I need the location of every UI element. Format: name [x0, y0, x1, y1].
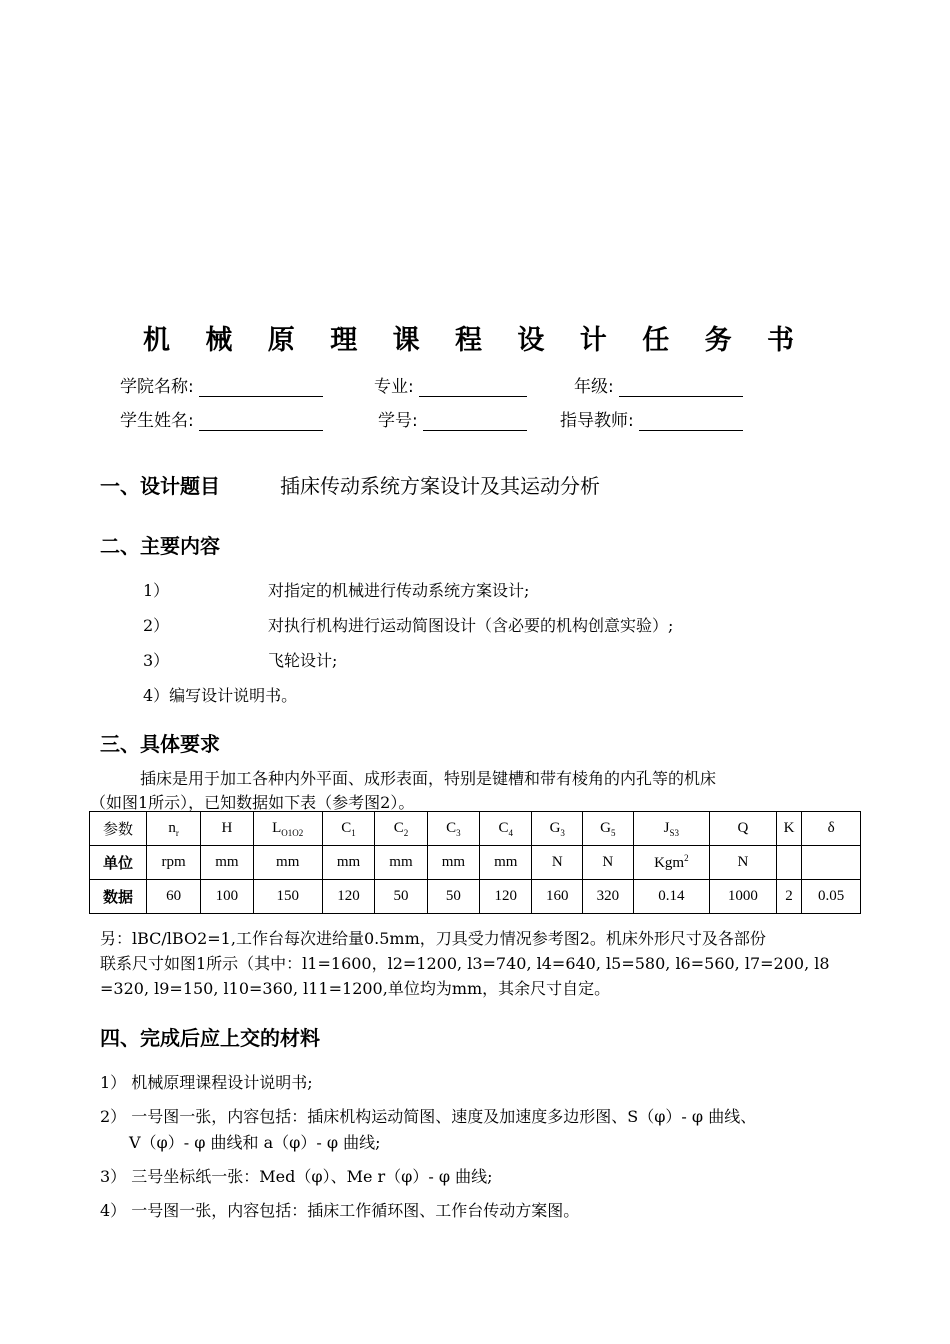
grade-label: 年级: [574, 377, 614, 397]
table-cell: $C_1$ [322, 812, 374, 846]
table-cell: $C_2$ [375, 812, 427, 846]
student-label: 学生姓名: [120, 411, 194, 431]
content-item: 对指定的机械进行传动系统方案设计; [268, 581, 530, 600]
table-cell: mm [201, 846, 253, 880]
table-cell: rpm [147, 846, 201, 880]
section3-heading: 三、具体要求 [100, 732, 220, 756]
note-line3: =320, l9=150, l10=360, l11=1200,单位均为mm，其余尺寸自定。 [100, 979, 611, 998]
table-cell: 参数 [90, 812, 147, 846]
table-cell: H [201, 812, 253, 846]
advisor-field [560, 406, 743, 431]
grade-field [574, 372, 743, 397]
major-label: 专业: [374, 377, 414, 397]
table-cell: 50 [375, 880, 427, 914]
deliverable-item: 2） 一号图一张，内容包括：插床机构运动简图、速度及加速度多边形图、S（φ）- φ 曲线、 [100, 1107, 757, 1126]
student-field [120, 406, 323, 431]
table-cell: $G_3$ [532, 812, 583, 846]
advisor-label: 指导教师: [560, 411, 634, 431]
table-cell: $n_r$ [147, 812, 201, 846]
table-cell: 160 [532, 880, 583, 914]
intro-paragraph-line2: （如图1所示），已知数据如下表（参考图2）。 [90, 793, 415, 812]
table-cell: $C_3$ [427, 812, 479, 846]
table-cell: Q [710, 812, 777, 846]
college-blank [199, 378, 323, 397]
table-cell: 120 [480, 880, 532, 914]
table-cell: K [776, 812, 801, 846]
table-cell: 0.05 [802, 880, 861, 914]
table-cell: 0.14 [633, 880, 709, 914]
table-row [90, 846, 861, 880]
grade-blank [619, 378, 743, 397]
content-item: 对执行机构进行运动简图设计（含必要的机构创意实验）; [268, 616, 674, 635]
content-item: 4）编写设计说明书。 [143, 686, 298, 705]
table-cell: 320 [583, 880, 634, 914]
table-cell: 单位 [90, 846, 147, 880]
table-cell: 2 [776, 880, 801, 914]
section4-heading: 四、完成后应上交的材料 [100, 1026, 320, 1050]
deliverable-item: 4） 一号图一张，内容包括：插床工作循环图、工作台传动方案图。 [100, 1201, 580, 1220]
major-field [374, 372, 527, 397]
table-cell: N [583, 846, 634, 880]
content-item-num: 1） [143, 581, 170, 600]
note-line2: 联系尺寸如图1所示（其中：l1=1600，l2=1200, l3=740, l4=640, l5=580, l6=560, l7=200, l8 [100, 954, 830, 973]
table-cell: 50 [427, 880, 479, 914]
table-cell: N [532, 846, 583, 880]
table-cell: mm [253, 846, 322, 880]
college-label: 学院名称: [120, 377, 194, 397]
table-cell: 100 [201, 880, 253, 914]
table-cell [802, 846, 861, 880]
page-title: 机 械 原 理 课 程 设 计 任 务 书 [143, 325, 807, 356]
table-row [90, 812, 861, 846]
table-cell: Kgm$^2$ [633, 846, 709, 880]
table-cell: 1000 [710, 880, 777, 914]
student-id-label: 学号: [378, 411, 418, 431]
table-row [90, 880, 861, 914]
table-cell: $G_5$ [583, 812, 634, 846]
table-cell: 60 [147, 880, 201, 914]
section1-heading: 一、设计题目 [100, 474, 220, 498]
deliverable-item: 3） 三号坐标纸一张：Med（φ）、Me r（φ）- φ 曲线; [100, 1167, 493, 1186]
table-cell: mm [427, 846, 479, 880]
advisor-blank [639, 412, 743, 431]
table-cell [776, 846, 801, 880]
content-item: 飞轮设计; [268, 651, 338, 670]
table-cell: mm [322, 846, 374, 880]
table-cell: mm [375, 846, 427, 880]
note-line1: 另：lBC/lBO2=1,工作台每次进给量0.5mm，刀具受力情况参考图2。机床外形尺寸及各部份 [100, 929, 766, 948]
college-field [120, 372, 323, 397]
table-cell: 150 [253, 880, 322, 914]
parameter-table [89, 811, 861, 914]
table-cell: δ [802, 812, 861, 846]
table-cell: N [710, 846, 777, 880]
design-topic: 插床传动系统方案设计及其运动分析 [280, 474, 600, 498]
table-cell: $C_4$ [480, 812, 532, 846]
deliverable-item: 1） 机械原理课程设计说明书; [100, 1073, 313, 1092]
student-id-field [378, 406, 527, 431]
table-cell: $J_{S3}$ [633, 812, 709, 846]
content-item-num: 3） [143, 651, 170, 670]
section2-heading: 二、主要内容 [100, 534, 220, 558]
content-item-num: 2） [143, 616, 170, 635]
student-id-blank [423, 412, 527, 431]
table-cell: 数据 [90, 880, 147, 914]
intro-paragraph-line1: 插床是用于加工各种内外平面、成形表面，特别是键槽和带有棱角的内孔等的机床 [140, 769, 717, 788]
table-cell: $L_{O1O2}$ [253, 812, 322, 846]
major-blank [419, 378, 527, 397]
table-cell: mm [480, 846, 532, 880]
deliverable-item-cont: V（φ）- φ 曲线和 a（φ）- φ 曲线; [129, 1133, 381, 1152]
student-blank [199, 412, 323, 431]
table-cell: 120 [322, 880, 374, 914]
